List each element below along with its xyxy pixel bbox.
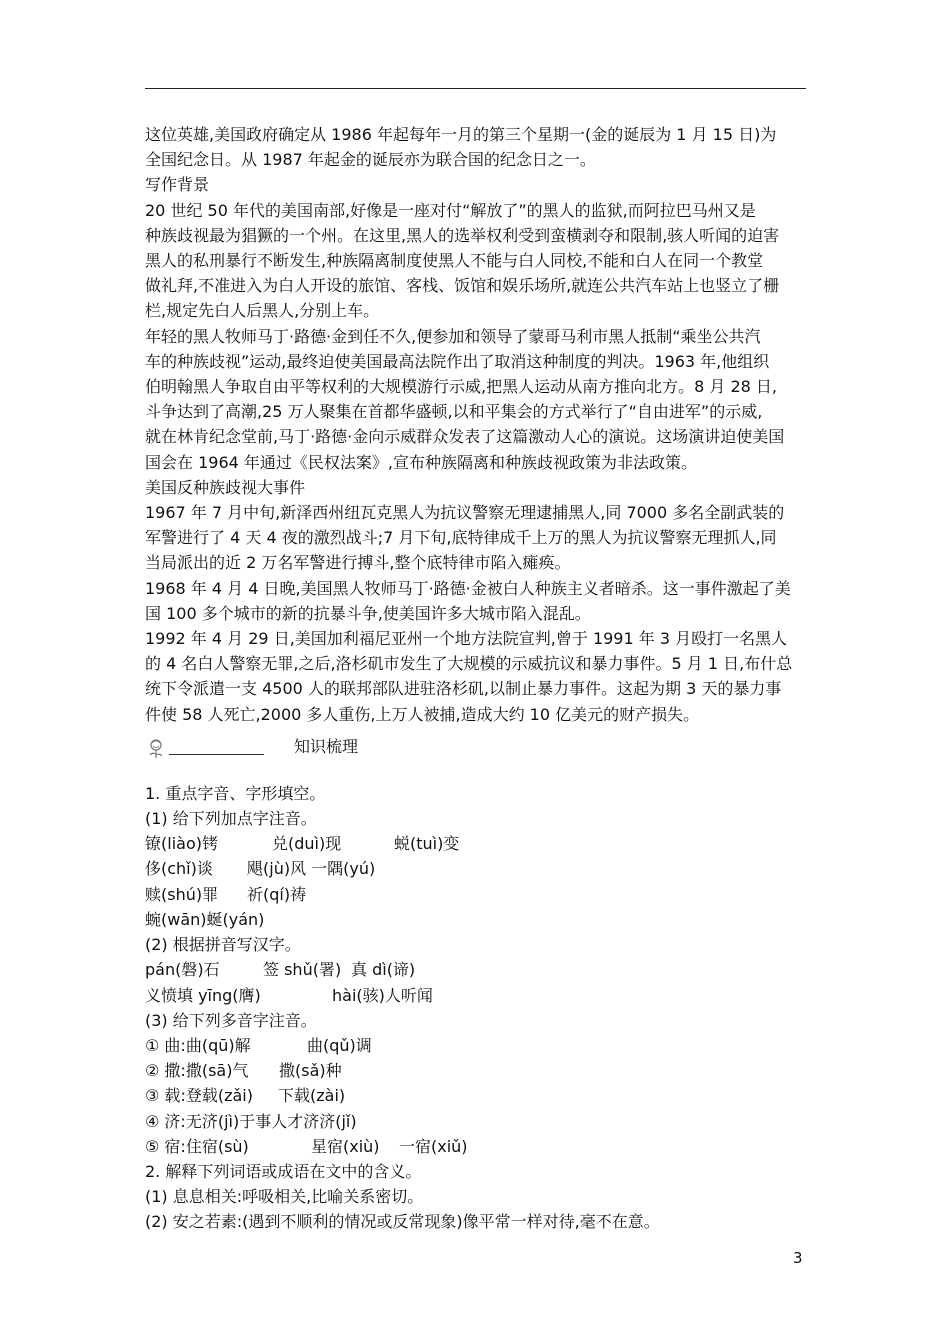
intro-line: 军警进行了 4 天 4 夜的激烈战斗;7 月下旬,底特律成千上万的黑人为抗议警察无理抓人,同 — [145, 528, 777, 548]
intro-line: 做礼拜,不准进入为白人开设的旅馆、客栈、饭馆和娱乐场所,就连公共汽车站上也竖立了栅 — [145, 276, 780, 296]
answer-row — [145, 1083, 809, 1108]
flower-icon — [145, 737, 167, 759]
intro-line: 这位英雄,美国政府确定从 1986 年起每年一月的第三个星期一(金的诞辰为 1 月 15 日)为 — [145, 125, 777, 144]
answer-item: 祈(qí)祷 — [247, 884, 307, 904]
header-underline — [169, 754, 264, 755]
intro-line: 1968 年 4 月 4 日晚,美国黑人牧师马丁·路德·金被白人种族主义者暗杀。这一事件激起了美 — [145, 578, 791, 598]
intro-line: 黑人的私刑暴行不断发生,种族隔离制度使黑人不能与白人同校,不能和白人在同一个教堂 — [145, 251, 764, 271]
subquestion-title: (3) 给下列多音字注音。 — [145, 1010, 317, 1030]
intro-line: 年轻的黑人牧师马丁·路德·金到任不久,便参加和领导了蒙哥马利市黑人抵制“乘坐公共汽 — [145, 326, 761, 346]
answer-item: 曲(qǔ)调 — [307, 1035, 372, 1055]
intro-line: 种族歧视最为猖獗的一个州。在这里,黑人的选举权利受到蛮横剥夺和限制,骇人听闻的迫害 — [145, 225, 780, 245]
answer-row — [145, 983, 809, 1008]
definition-item: (1) 息息相关:呼吸相关,比喻关系密切。 — [145, 1187, 424, 1207]
answer-row — [145, 907, 809, 932]
intro-line: 伯明翰黑人争取自由平等权利的大规模游行示威,把黑人运动从南方推向北方。8 月 28 日, — [145, 377, 777, 397]
answer-item: 蜕(tuì)变 — [394, 834, 460, 854]
definition-item: (2) 安之若素:(遇到不顺利的情况或反常现象)像平常一样对待,毫不在意。 — [145, 1212, 660, 1232]
intro-line: 车的种族歧视”运动,最终迫使美国最高法院作出了取消这种制度的判决。1963 年,他组织 — [145, 351, 770, 371]
intro-line: 栏,规定先白人后黑人,分别上车。 — [145, 301, 380, 321]
intro-line: 统下令派遣一支 4500 人的联邦部队进驻洛杉矶,以制止暴力事件。这起为期 3 天的暴力事 — [145, 679, 782, 699]
intro-line: 1967 年 7 月中旬,新泽西州纽瓦克黑人为抗议警察无理逮捕黑人,同 7000 多名全副武装的 — [145, 503, 785, 523]
page-number: 3 — [793, 1249, 803, 1267]
answer-row — [145, 957, 809, 982]
answer-row — [145, 882, 809, 907]
spacer — [145, 759, 809, 781]
intro-line: 当局派出的近 2 万名军警进行搏斗,整个底特律市陷入瘫痪。 — [145, 553, 571, 573]
answer-item: 真 dì(谛) — [351, 960, 416, 980]
answer-item: 义愤填 yīng(膺) — [145, 985, 261, 1005]
intro-section — [145, 122, 809, 727]
page-body — [145, 122, 809, 1235]
answer-row — [145, 1033, 809, 1058]
answer-item: 镣(liào)铐 — [145, 834, 218, 854]
answer-item: 撒(sǎ)种 — [279, 1061, 342, 1081]
intro-line: 20 世纪 50 年代的美国南部,好像是一座对付“解放了”的黑人的监狱,而阿拉巴马州又是 — [145, 200, 756, 220]
intro-line: 斗争达到了高潮,25 万人聚集在首都华盛顿,以和平集会的方式举行了“自由进军”的示威, — [145, 402, 763, 422]
answer-item: 赎(shú)罪 — [145, 884, 219, 904]
answer-item: ② 撒:撒(sā)气 — [145, 1061, 249, 1081]
answer-item: pán(磐)石 — [145, 960, 220, 980]
intro-line: 件使 58 人死亡,2000 多人重伤,上万人被捕,造成大约 10 亿美元的财产损失。 — [145, 704, 700, 724]
answer-row — [145, 856, 809, 881]
question-1 — [145, 781, 809, 1159]
answer-row — [145, 1134, 809, 1159]
answer-item: 签 shǔ(署) — [263, 960, 342, 980]
answer-row — [145, 1058, 809, 1083]
subheading-events: 美国反种族歧视大事件 — [145, 477, 306, 497]
answer-item: hài(骇)人听闻 — [332, 985, 433, 1005]
answer-item: ④ 济:无济(jì)于事人才济济(jǐ) — [145, 1111, 357, 1131]
section-header — [145, 729, 809, 759]
answer-item: 飓(jù)风 一隅(yú) — [247, 859, 376, 879]
subquestion-title: (2) 根据拼音写汉字。 — [145, 935, 301, 955]
intro-line: 就在林肯纪念堂前,马丁·路德·金向示威群众发表了这篇激动人心的演说。这场演讲迫使美国 — [145, 427, 785, 447]
intro-line: 1992 年 4 月 29 日,美国加利福尼亚州一个地方法院宣判,曾于 1991 年 3 月殴打一名黑人 — [145, 629, 788, 649]
answer-item: 星宿(xiù) — [311, 1136, 380, 1156]
answer-item: ① 曲:曲(qū)解 — [145, 1035, 251, 1055]
answer-item: 兑(duì)现 — [272, 834, 342, 854]
question-title: 2. 解释下列词语或成语在文中的含义。 — [145, 1161, 422, 1181]
intro-line: 国会在 1964 年通过《民权法案》,宣布种族隔离和种族歧视政策为非法政策。 — [145, 452, 697, 472]
answer-item: ⑤ 宿:住宿(sù) — [145, 1136, 249, 1156]
answer-item: 一宿(xiǔ) — [399, 1136, 468, 1156]
answer-item: ③ 载:登载(zǎi) — [145, 1086, 253, 1106]
subquestion-title: (1) 给下列加点字注音。 — [145, 809, 317, 829]
section-title: 知识梳理 — [294, 736, 359, 756]
question-2 — [145, 1159, 809, 1235]
intro-line: 国 100 多个城市的新的抗暴斗争,使美国许多大城市陷入混乱。 — [145, 603, 591, 623]
question-title: 1. 重点字音、字形填空。 — [145, 783, 326, 803]
answer-row — [145, 831, 809, 856]
subheading-writing-background: 写作背景 — [145, 175, 210, 195]
answer-item: 蜿(wān)蜒(yán) — [145, 909, 265, 929]
answer-row — [145, 1109, 809, 1134]
answer-item: 下载(zài) — [278, 1086, 346, 1106]
answer-item: 侈(chǐ)谈 — [145, 859, 213, 879]
intro-line: 的 4 名白人警察无罪,之后,洛杉矶市发生了大规模的示威抗议和暴力事件。5 月 1 日,布什总 — [145, 654, 793, 674]
intro-line: 全国纪念日。从 1987 年起金的诞辰亦为联合国的纪念日之一。 — [145, 150, 596, 170]
header-rule — [145, 88, 806, 89]
